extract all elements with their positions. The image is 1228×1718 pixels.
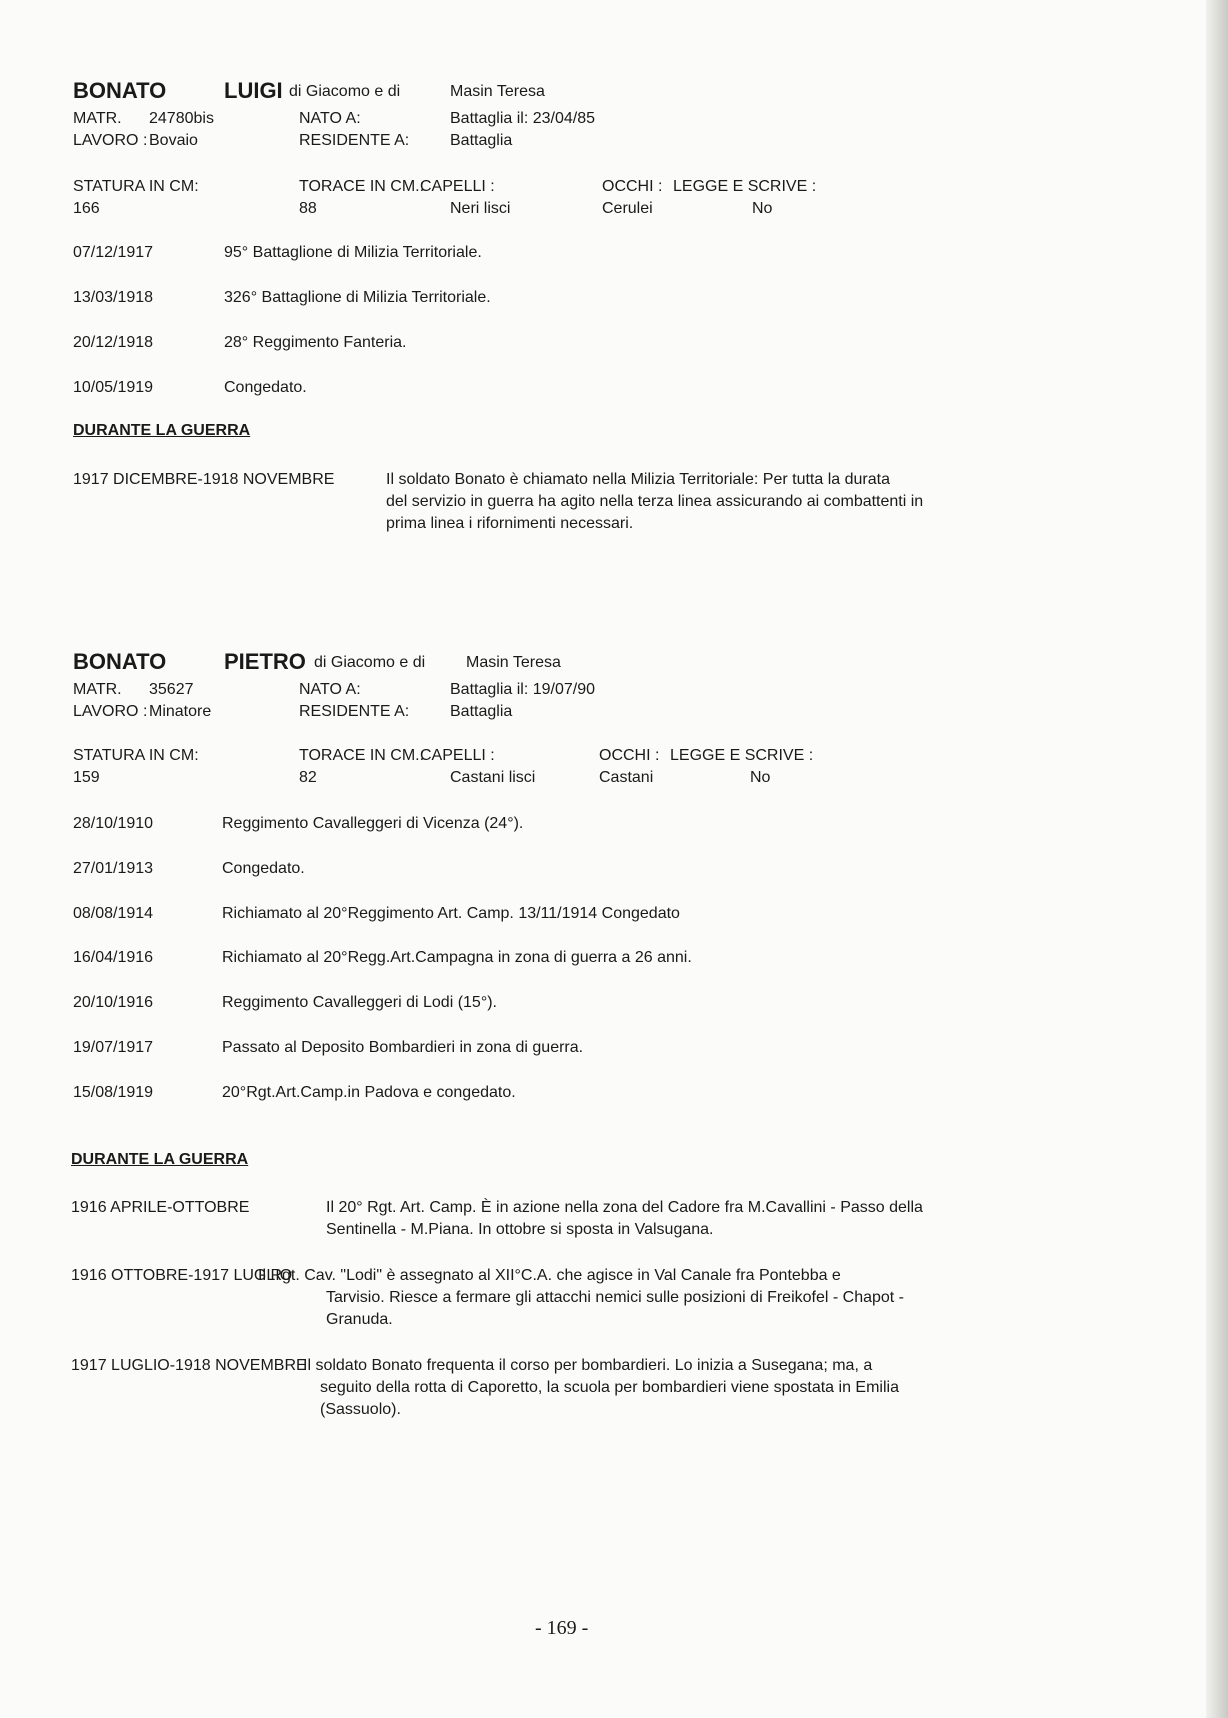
entry-mother: Masin Teresa xyxy=(466,654,561,671)
service-date: 20/10/1916 xyxy=(73,994,154,1011)
legge-value: No xyxy=(750,769,771,786)
entry-given-name: PIETRO xyxy=(224,649,306,674)
entry-surname: BONATO xyxy=(73,649,167,674)
matr-value: 35627 xyxy=(149,681,194,698)
war-description xyxy=(303,1355,899,1421)
war-period: 1917 DICEMBRE-1918 NOVEMBRE xyxy=(73,471,335,488)
torace-label: TORACE IN CM.: xyxy=(299,747,425,764)
entry-given-name: LUIGI xyxy=(224,78,283,103)
nato-value: Battaglia il: 19/07/90 xyxy=(450,681,595,698)
service-text: Congedato. xyxy=(222,860,305,877)
service-text: Richiamato al 20°Regg.Art.Campagna in zona di guerra a 26 anni. xyxy=(222,949,692,966)
torace-value: 88 xyxy=(299,200,317,217)
statura-label: STATURA IN CM: xyxy=(73,178,199,195)
war-period: 1916 APRILE-OTTOBRE xyxy=(71,1199,250,1216)
war-heading: DURANTE LA GUERRA xyxy=(73,422,251,439)
capelli-label: CAPELLI : xyxy=(420,178,495,195)
service-text: 95° Battaglione di Milizia Territoriale. xyxy=(224,244,482,261)
service-text: 326° Battaglione di Milizia Territoriale. xyxy=(224,289,491,306)
war-description xyxy=(326,1197,923,1241)
war-line: Sentinella - M.Piana. In ottobre si sposta in Valsugana. xyxy=(326,1221,714,1238)
service-date: 08/08/1914 xyxy=(73,905,154,922)
statura-label: STATURA IN CM: xyxy=(73,747,199,764)
matr-label: MATR. xyxy=(73,110,122,127)
war-description xyxy=(258,1265,904,1331)
occhi-label: OCCHI : xyxy=(599,747,660,764)
capelli-label: CAPELLI : xyxy=(420,747,495,764)
service-date: 28/10/1910 xyxy=(73,815,154,832)
service-text: Reggimento Cavalleggeri di Lodi (15°). xyxy=(222,994,497,1011)
occhi-value: Castani xyxy=(599,769,654,786)
war-line: prima linea i rifornimenti necessari. xyxy=(386,515,634,532)
war-period: 1916 OTTOBRE-1917 LUGLIO xyxy=(71,1267,293,1284)
service-text: Richiamato al 20°Reggimento Art. Camp. 13/11/1914 Congedato xyxy=(222,905,680,922)
service-date: 20/12/1918 xyxy=(73,334,154,351)
service-text: Reggimento Cavalleggeri di Vicenza (24°). xyxy=(222,815,524,832)
entry-parents: di Giacomo e di xyxy=(314,654,426,671)
service-text: Congedato. xyxy=(224,379,307,396)
nato-label: NATO A: xyxy=(299,681,361,698)
service-date: 13/03/1918 xyxy=(73,289,154,306)
occhi-label: OCCHI : xyxy=(602,178,663,195)
book-spine-shadow xyxy=(1206,0,1228,1718)
war-description xyxy=(386,469,923,535)
service-date: 15/08/1919 xyxy=(73,1084,154,1101)
war-line: (Sassuolo). xyxy=(320,1401,401,1418)
war-line: Il 20° Rgt. Art. Camp. È in azione nella zona del Cadore fra M.Cavallini - Passo della xyxy=(326,1199,923,1216)
capelli-value: Neri lisci xyxy=(450,200,511,217)
service-date: 10/05/1919 xyxy=(73,379,154,396)
entry-surname: BONATO xyxy=(73,78,167,103)
service-date: 07/12/1917 xyxy=(73,244,154,261)
war-line: seguito della rotta di Caporetto, la scuola per bombardieri viene spostata in Emilia xyxy=(320,1379,899,1396)
matr-label: MATR. xyxy=(73,681,122,698)
lavoro-value: Minatore xyxy=(149,703,212,720)
war-line: Il soldato Bonato è chiamato nella Milizia Territoriale: Per tutta la durata xyxy=(386,471,890,488)
war-heading: DURANTE LA GUERRA xyxy=(71,1151,249,1168)
lavoro-label: LAVORO : xyxy=(73,703,148,720)
service-text: Passato al Deposito Bombardieri in zona di guerra. xyxy=(222,1039,584,1056)
service-text: 28° Reggimento Fanteria. xyxy=(224,334,407,351)
service-text: 20°Rgt.Art.Camp.in Padova e congedato. xyxy=(222,1084,516,1101)
entry-mother: Masin Teresa xyxy=(450,83,545,100)
occhi-value: Cerulei xyxy=(602,200,653,217)
torace-value: 82 xyxy=(299,769,317,786)
nato-value: Battaglia il: 23/04/85 xyxy=(450,110,595,127)
legge-label: LEGGE E SCRIVE : xyxy=(673,178,817,195)
torace-label: TORACE IN CM.: xyxy=(299,178,425,195)
war-line: Tarvisio. Riesce a fermare gli attacchi nemici sulle posizioni di Freikofel - Chapot - xyxy=(326,1289,904,1306)
legge-value: No xyxy=(752,200,773,217)
residente-value: Battaglia xyxy=(450,132,513,149)
statura-value: 159 xyxy=(73,769,100,786)
war-line: Il soldato Bonato frequenta il corso per bombardieri. Lo inizia a Susegana; ma, a xyxy=(303,1357,873,1374)
residente-label: RESIDENTE A: xyxy=(299,132,410,149)
service-date: 27/01/1913 xyxy=(73,860,154,877)
lavoro-label: LAVORO : xyxy=(73,132,148,149)
service-date: 19/07/1917 xyxy=(73,1039,154,1056)
statura-value: 166 xyxy=(73,200,100,217)
service-date: 16/04/1916 xyxy=(73,949,154,966)
matr-value: 24780bis xyxy=(149,110,214,127)
war-line: del servizio in guerra ha agito nella terza linea assicurando ai combattenti in xyxy=(386,493,924,510)
residente-value: Battaglia xyxy=(450,703,513,720)
war-line: Granuda. xyxy=(326,1311,393,1328)
page-number: - 169 - xyxy=(535,1617,589,1639)
entry-parents: di Giacomo e di xyxy=(289,83,401,100)
nato-label: NATO A: xyxy=(299,110,361,127)
residente-label: RESIDENTE A: xyxy=(299,703,410,720)
war-period: 1917 LUGLIO-1918 NOVEMBRE xyxy=(71,1357,307,1374)
capelli-value: Castani lisci xyxy=(450,769,536,786)
lavoro-value: Bovaio xyxy=(149,132,198,149)
legge-label: LEGGE E SCRIVE : xyxy=(670,747,814,764)
war-line: Il Rgt. Cav. "Lodi" è assegnato al XII°C.A. che agisce in Val Canale fra Pontebba e xyxy=(258,1267,841,1284)
